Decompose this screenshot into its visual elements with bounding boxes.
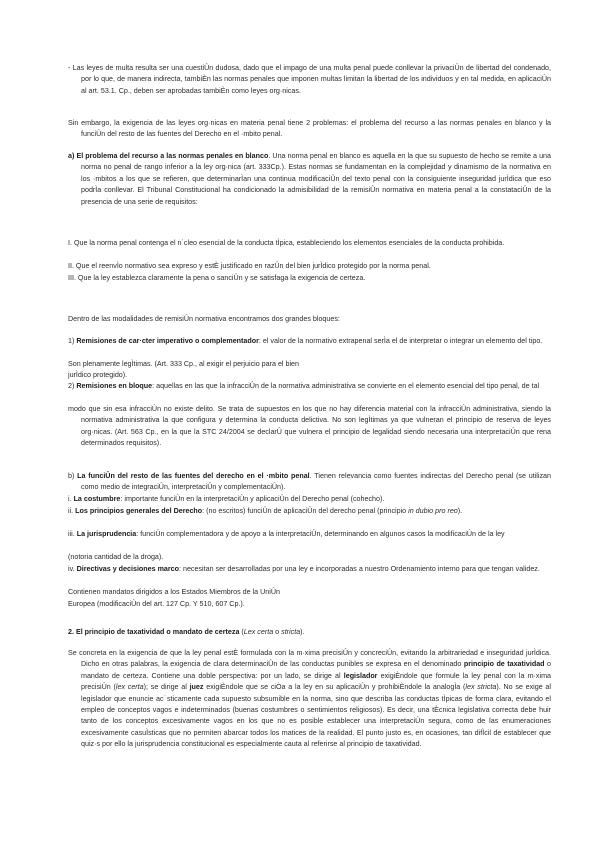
heading-custom: La costumbre — [73, 495, 121, 503]
heading-blank-norms: a) El problema del recurso a las normas penales en blanco — [68, 152, 269, 160]
heading-taxativity-principle: 2. El principio de taxatividad o mandato de certeza (Lex certa o stricta). — [68, 628, 305, 636]
requirement-three: III. Que la ley establezca claramente la pena o sanciÛn y se satisfaga la exigencia de certeza. — [68, 274, 366, 282]
paragraph-fines-laws: - Las leyes de multa resulta ser una cuestiÛn dudosa, dado que el impago de una multa penal puede conllevar la privaciÛn de libertad del condenado, por lo que, de manera indirecta, tambiÈn las normas penales que imponen multas limitan la libertad de los individuos y en tal medida, en aplicaciÛn al art. 53.1. Cp., deben ser aprobadas tambiÈn como leyes org·nicas. — [68, 64, 551, 95]
line-drug-quantity: (notoria cantidad de la droga). — [68, 553, 164, 561]
heading-jurisprudence: La jurisprudencia — [76, 530, 137, 538]
item-directives: iv. Directivas y decisiones marco: necesitan ser desarrolladas por una ley e incorporadas a nuestro Ordenamiento interno para que tengan validez. — [68, 565, 540, 573]
requirement-two: II. Que el reenvÌo normativo sea expreso y estÈ justificado en razÛn del bien jurÌdico protegido por la norma penal. — [68, 262, 431, 270]
heading-directives: Directivas y decisiones marco — [76, 565, 180, 573]
paragraph-no-crime: modo que sin esa infracciÛn no existe delito. Se trata de supuestos en los que no hay diferencia material con la infracciÛn administrativa, siendo la normativa administrativa la que configura y determina la conducta delictiva. No son legÌtimas ya que vulneran el principio de reserva de leyes org·nicas. (Art. 563 Cp., en la que la STC 24/2004 se declarÛ que vulnera el principio de legalidad siendo necesaria una interpretaciÛn que rena determinados requisitos). — [68, 405, 551, 448]
line-european-union: Europea (modificaciÛn del art. 127 Cp. Y 510, 607 Cp.). — [68, 600, 245, 608]
heading-general-principles: Los principios generales del Derecho — [75, 507, 203, 515]
paragraph-blank-norms: a) El problema del recurso a las normas penales en blanco. Una norma penal en blanco es aquella en la que su supuesto de hecho se remite a una norma no penal de rango inferior a la ley org·nica (art. 333Cp.). Estas normas se fundamentan en la complejidad y dinamismo de la normativa en los ·mbitos a los que se refieren, que determinarÌan una continua modificaciÛn del texto penal con la consiguiente inseguridad jurÌdica que eso podrÌa conllevar. El Tribunal Constitucional ha condicionado la admisibilidad de la remisiÛn normativa en materia penal a la constataciÛn de la presencia de una serie de requisitos: — [68, 152, 551, 206]
line-mandates: Contienen mandatos dirigidos a los Estados Miembros de la UniÛn — [68, 588, 280, 596]
requirement-one: I. Que la norma penal contenga el n˙cleo esencial de la conducta tÌpica, estableciendo los elementos esenciales de la conducta prohibida. — [68, 239, 505, 247]
item-jurisprudence: iii. La jurisprudencia: funciÛn complementadora y de apoyo a la interpretaciÛn, determinando en algunos casos la modificaciÛn de la ley — [68, 530, 505, 538]
item-custom: i. La costumbre: importante funciÛn en la interpretaciÛn y aplicaciÛn del Derecho penal (cohecho). — [68, 495, 385, 503]
heading-block-remissions: Remisiones en bloque — [76, 382, 153, 390]
line-legitimate: Son plenamente legÌtimas. (Art. 333 Cp., al exigir el perjuicio para el bien — [68, 360, 300, 368]
heading-other-sources: La funciÛn del resto de las fuentes del derecho en el ·mbito penal — [77, 472, 310, 480]
paragraph-two-problems: Sin embargo, la exigencia de las leyes org·nicas en materia penal tiene 2 problemas: el problema del recurso a las normas penales en blanco y la funciÛn del resto de las fuentes del Derecho en el ·mbito penal. — [68, 119, 551, 139]
paragraph-modalities: Dentro de las modalidades de remisiÛn normativa encontramos dos grandes bloques: — [68, 315, 340, 323]
item-imperative-remissions: 1) Remisiones de car·cter imperativo o complementador: el valor de la normativo extrapenal serÌa el de interpretar o integrar un elemento del tipo. — [68, 337, 543, 345]
item-block-remissions: 2) Remisiones en bloque: aquellas en las que la infracciÛn de la normativa administrativa se convierte en el elemento esencial del tipo penal, de tal — [68, 382, 540, 390]
item-general-principles: ii. Los principios generales del Derecho: (no escritos) funciÛn de aplicaciÛn del derecho penal (principio in dubio pro reo). — [68, 507, 463, 515]
line-protected-legal: jurÌdico protegido). — [68, 371, 128, 379]
paragraph-other-sources: b) La funciÛn del resto de las fuentes del derecho en el ·mbito penal. Tienen relevancia como fuentes indirectas del Derecho penal (se utilizan como medio de integraciÛn, interpretaciÛn y complementaciÛn). — [68, 472, 551, 492]
heading-imperative-remissions: Remisiones de car·cter imperativo o complementador — [76, 337, 259, 345]
paragraph-taxativity: Se concreta en la exigencia de que la ley penal estÈ formulada con la m·xima precisiÛn y concreciÛn, evitando la arbitrariedad e inseguridad jurÌdica. Dicho en otras palabras, la exigencia de clara determinaciÛn de las conductas punibles se expresa en el denominado principio de taxatividad o mandato de certeza. Contiene una doble perspectiva: por un lado, se dirige al legislador exigiÈndole que formule la ley penal con la m·xima precisiÛn (lex certa); se dirige al juez exigiÈndole que se ciÒa a la ley en su aplicaciÛn y prohibiÈndole la analogÌa (lex stricta). No se exige al legislador que enuncie ac˙sticamente cada supuesto subsumible en la norma, sino que describa las conductas tÌpicas de forma clara, evitando el empleo de conceptos vagos e indeterminados (buenas costumbres o sentimientos religiosos). Es decir, una tÈcnica legislativa correcta debe huir tanto de los conceptos excesivamente vagos en los que no es posible establecer una interpretaciÛn segura, como de las enumeraciones excesivamente casuÌsticas que no permiten abarcar todos los matices de la realidad. El punto justo es, en ocasiones, tan difÌcil de establecer que quiz·s por ello la jurisprudencia constitucional es especialmente cauta al referirse al principio de taxatividad. — [68, 649, 551, 749]
